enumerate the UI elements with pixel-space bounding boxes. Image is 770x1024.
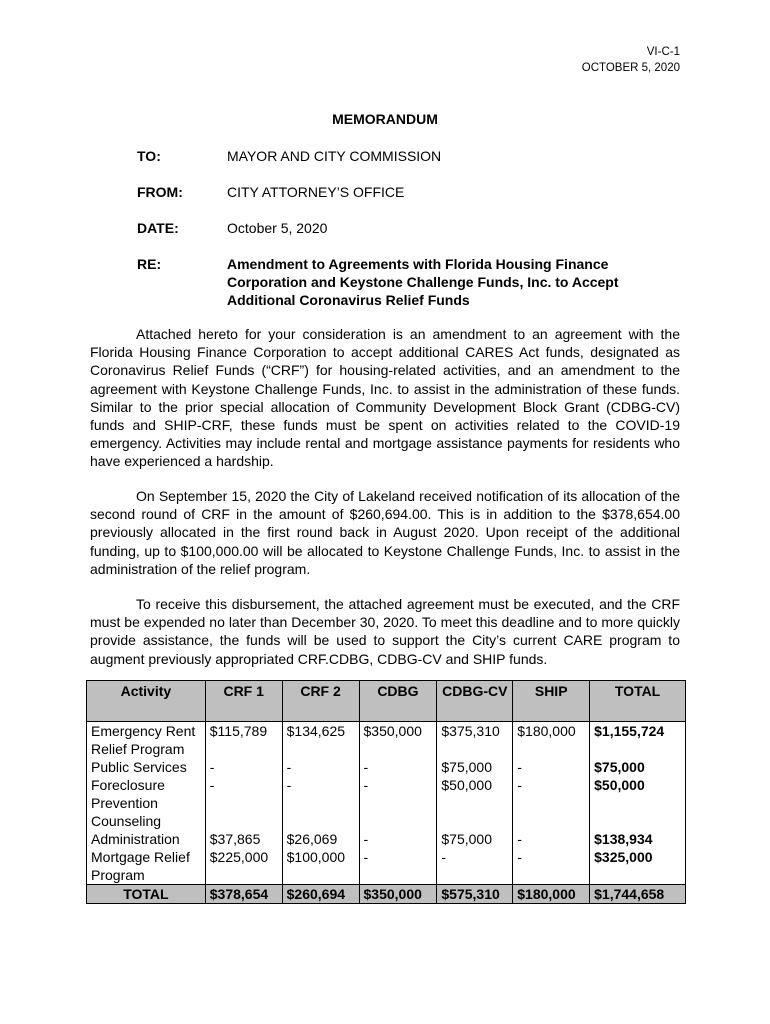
total-crf1: $378,654 (205, 885, 282, 904)
table-row (87, 758, 686, 776)
cell-total: $325,000 (590, 848, 686, 885)
total-ship: $180,000 (513, 885, 590, 904)
col-header-ship: SHIP (513, 681, 590, 722)
to-label: TO: (137, 148, 161, 164)
body-paragraph-3: To receive this disbursement, the attached agreement must be executed, and the CRF must be expended no later than December 30, 2020. To meet this deadline and to more quickly provide assistance, the funds will be used to support the City’s current CARE program to augment previously appropriated CRF.CDBG, CDBG-CV and SHIP funds. (90, 596, 680, 667)
cell-ship: - (513, 830, 590, 848)
col-header-cdbg-cv: CDBG-CV (437, 681, 513, 722)
funding-table (86, 680, 686, 904)
cell-cdbg: - (359, 776, 437, 830)
cell-crf2: - (282, 776, 359, 830)
cell-cdbg: - (359, 830, 437, 848)
total-grand: $1,744,658 (590, 885, 686, 904)
memo-title: MEMORANDUM (332, 111, 438, 127)
date-value: October 5, 2020 (227, 220, 328, 236)
cell-ship: - (513, 848, 590, 885)
cell-crf2: $26,069 (282, 830, 359, 848)
cell-crf2: $134,625 (282, 722, 359, 759)
table-row (87, 848, 686, 885)
total-cdbg: $350,000 (359, 885, 437, 904)
cell-activity: Emergency Rent Relief Program (87, 722, 206, 759)
body-paragraph-2: On September 15, 2020 the City of Lakeland received notification of its allocation of the second round of CRF in the amount of $260,694.00. This is in addition to the $378,654.00 previously allocated in the first round back in August 2020. Upon receipt of the additional funding, up to $100,000.00 will be allocated to Keystone Challenge Funds, Inc. to assist in the administration of the relief program. (90, 488, 680, 577)
table-header-row (87, 681, 686, 722)
cell-total: $138,934 (590, 830, 686, 848)
cell-activity: Public Services (87, 758, 206, 776)
table-row (87, 722, 686, 759)
cell-crf1: $225,000 (205, 848, 282, 885)
cell-crf1: $115,789 (205, 722, 282, 759)
cell-cdbg: - (359, 758, 437, 776)
cell-ship: $180,000 (513, 722, 590, 759)
cell-total: $1,155,724 (590, 722, 686, 759)
date-label: DATE: (137, 220, 179, 236)
cell-crf2: $100,000 (282, 848, 359, 885)
re-value: Amendment to Agreements with Florida Housing Finance Corporation and Keystone Challenge Funds, Inc. to Accept Additional Coronavirus Relief Funds (227, 256, 619, 308)
cell-activity: Administration (87, 830, 206, 848)
document-id: VI-C-1 (646, 46, 680, 58)
cell-cdbg-cv: - (437, 848, 513, 885)
cell-cdbg-cv: $75,000 (437, 830, 513, 848)
cell-crf1: - (205, 776, 282, 830)
header-date: OCTOBER 5, 2020 (581, 62, 680, 74)
total-crf2: $260,694 (282, 885, 359, 904)
col-header-activity: Activity (87, 681, 206, 722)
cell-crf1: $37,865 (205, 830, 282, 848)
from-label: FROM: (137, 184, 183, 200)
total-cdbg-cv: $575,310 (437, 885, 513, 904)
cell-cdbg-cv: $375,310 (437, 722, 513, 759)
total-label: TOTAL (87, 885, 206, 904)
to-value: MAYOR AND CITY COMMISSION (227, 148, 442, 164)
cell-cdbg: - (359, 848, 437, 885)
cell-cdbg-cv: $75,000 (437, 758, 513, 776)
from-value: CITY ATTORNEY’S OFFICE (227, 184, 405, 200)
cell-activity: Foreclosure Prevention Counseling (87, 776, 206, 830)
body-paragraph-1: Attached hereto for your consideration is an amendment to an agreement with the Florida Housing Finance Corporation to accept additional CARES Act funds, designated as Coronavirus Relief Funds (“CRF”) for housing-related activities, and an amendment to the agreement with Keystone Challenge Funds, Inc. to assist in the administration of these funds. Similar to the prior special allocation of Community Development Block Grant (CDBG-CV) funds and SHIP-CRF, these funds must be spent on activities related to the COVID-19 emergency. Activities may include rental and mortgage assistance payments for residents who have experienced a hardship. (90, 326, 680, 470)
col-header-crf2: CRF 2 (282, 681, 359, 722)
cell-crf1: - (205, 758, 282, 776)
cell-activity: Mortgage Relief Program (87, 848, 206, 885)
col-header-cdbg: CDBG (359, 681, 437, 722)
cell-ship: - (513, 758, 590, 776)
col-header-crf1: CRF 1 (205, 681, 282, 722)
cell-total: $50,000 (590, 776, 686, 830)
cell-ship: - (513, 776, 590, 830)
table-row (87, 830, 686, 848)
cell-cdbg-cv: $50,000 (437, 776, 513, 830)
cell-cdbg: $350,000 (359, 722, 437, 759)
col-header-total: TOTAL (590, 681, 686, 722)
re-label: RE: (137, 256, 162, 272)
document-header (582, 44, 680, 76)
cell-total: $75,000 (590, 758, 686, 776)
cell-crf2: - (282, 758, 359, 776)
table-row (87, 776, 686, 830)
table-total-row (87, 885, 686, 904)
